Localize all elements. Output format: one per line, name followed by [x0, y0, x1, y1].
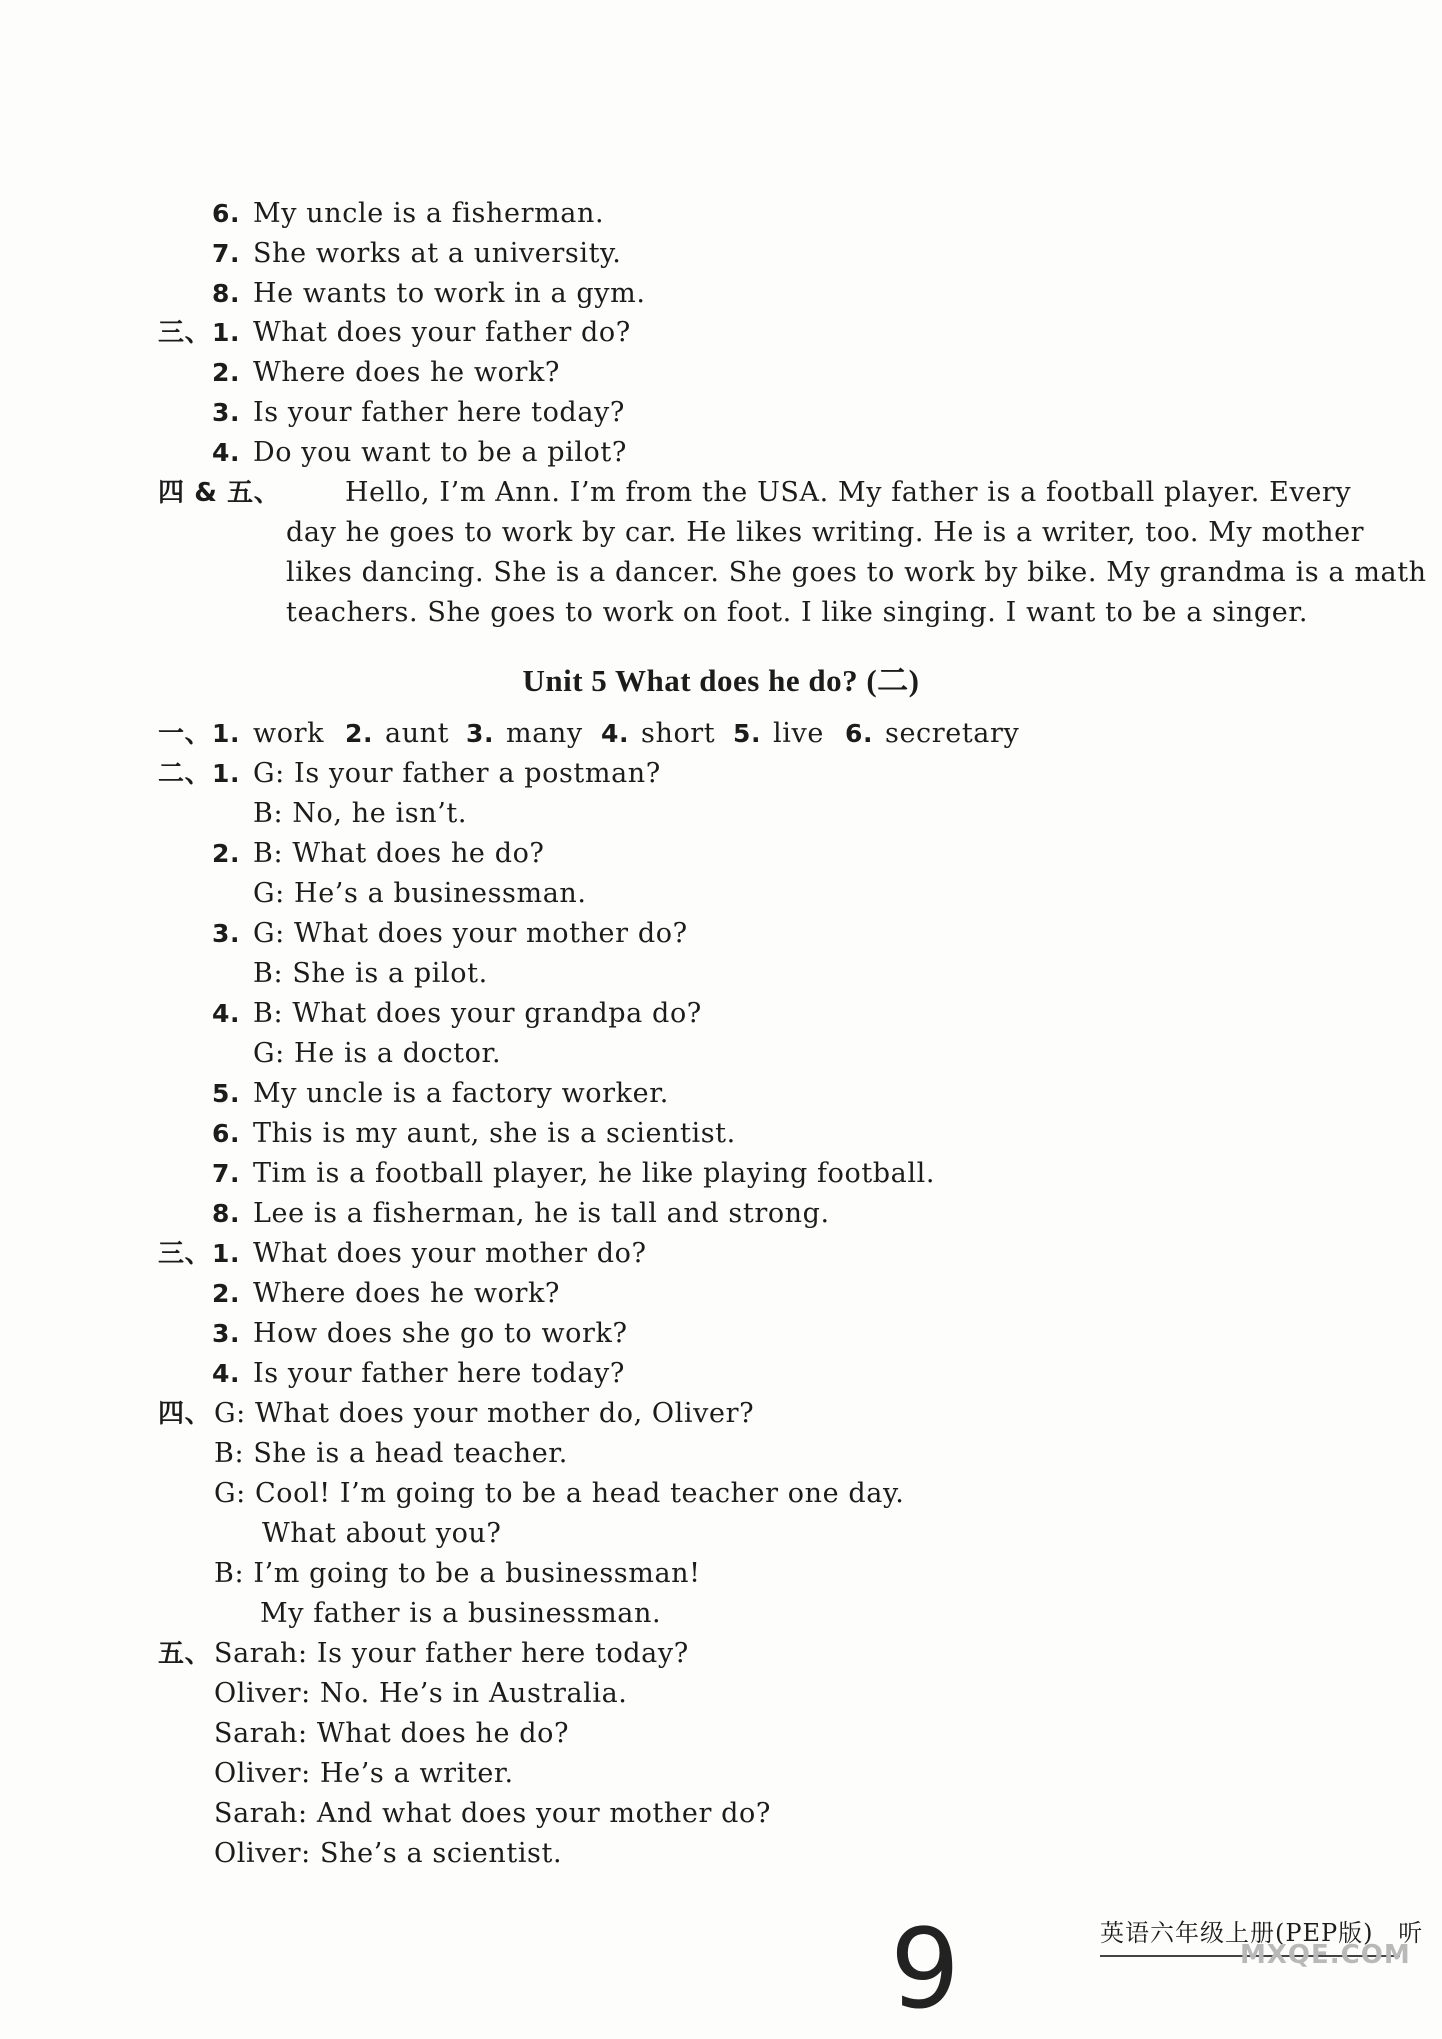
dialog-line: B: I’m going to be a businessman! — [214, 1558, 701, 1589]
item-text: Where does he work? — [253, 1278, 561, 1309]
item-text: He wants to work in a gym. — [253, 278, 646, 309]
item-number: 3. — [212, 398, 241, 427]
item-text: work — [253, 718, 325, 749]
item-text: many — [506, 718, 583, 749]
item-text: G: He’s a businessman. — [253, 878, 587, 909]
footer-tail: 听 — [1398, 1919, 1424, 1947]
item-text: Is your father here today? — [253, 1358, 625, 1389]
dialog-line: My father is a businessman. — [260, 1598, 662, 1629]
section-label: 三、 — [158, 318, 212, 348]
item-text: This is my aunt, she is a scientist. — [253, 1118, 736, 1149]
item-number: 5. — [733, 719, 762, 748]
item-text: Tim is a football player, he like playing football. — [253, 1158, 936, 1189]
item-number: 2. — [345, 719, 374, 748]
dialog-line: Oliver: She’s a scientist. — [214, 1838, 563, 1869]
section-label: 三、 — [158, 1239, 212, 1269]
item-number: 3. — [212, 919, 241, 948]
item-number: 4. — [212, 438, 241, 467]
item-text: She works at a university. — [253, 238, 622, 269]
item-number: 1. — [212, 318, 241, 347]
item-number: 5. — [212, 1079, 241, 1108]
dialog-line: Sarah: And what does your mother do? — [214, 1798, 771, 1829]
item-number: 4. — [601, 719, 630, 748]
paragraph-line: teachers. She goes to work on foot. I like singing. I want to be a singer. — [286, 597, 1309, 628]
item-number: 6. — [212, 199, 241, 228]
section-label: 四 & 五、 — [158, 478, 281, 508]
item-text: G: He is a doctor. — [253, 1038, 502, 1069]
item-text: B: She is a pilot. — [253, 958, 488, 989]
item-number: 7. — [212, 239, 241, 268]
item-text: Is your father here today? — [253, 397, 625, 428]
item-number: 8. — [212, 279, 241, 308]
item-number: 8. — [212, 1199, 241, 1228]
item-text: short — [641, 718, 716, 749]
item-text: My uncle is a fisherman. — [253, 198, 605, 229]
dialog-line: G: Cool! I’m going to be a head teacher one day. — [214, 1478, 905, 1509]
watermark: MXQE.COM — [1240, 1940, 1411, 1970]
item-number: 3. — [466, 719, 495, 748]
section-label: 一、 — [158, 719, 212, 749]
item-number: 7. — [212, 1159, 241, 1188]
item-text: Where does he work? — [253, 357, 561, 388]
item-number: 2. — [212, 839, 241, 868]
item-number: 1. — [212, 759, 241, 788]
item-text: G: What does your mother do? — [253, 918, 688, 949]
item-text: secretary — [885, 718, 1020, 749]
item-text: live — [773, 718, 824, 749]
item-number: 3. — [212, 1319, 241, 1348]
item-number: 2. — [212, 358, 241, 387]
dialog-line: Oliver: He’s a writer. — [214, 1758, 514, 1789]
item-text: B: What does your grandpa do? — [253, 998, 702, 1029]
section-label: 四、 — [158, 1399, 212, 1429]
item-number: 1. — [212, 719, 241, 748]
item-number: 1. — [212, 1239, 241, 1268]
item-text: aunt — [385, 718, 450, 749]
dialog-line: G: What does your mother do, Oliver? — [214, 1398, 755, 1429]
dialog-line: Oliver: No. He’s in Australia. — [214, 1678, 628, 1709]
dialog-line: Sarah: What does he do? — [214, 1718, 570, 1749]
item-text: G: Is your father a postman? — [253, 758, 661, 789]
unit-title: Unit 5 What does he do? (二) — [522, 663, 920, 698]
item-text: B: No, he isn’t. — [253, 798, 468, 829]
paragraph-line: Hello, I’m Ann. I’m from the USA. My father is a football player. Every — [345, 477, 1352, 508]
handwritten-page-mark: 9 — [890, 1905, 960, 2033]
item-text: Do you want to be a pilot? — [253, 437, 627, 468]
item-number: 2. — [212, 1279, 241, 1308]
dialog-line: Sarah: Is your father here today? — [214, 1638, 689, 1669]
paragraph-line: day he goes to work by car. He likes writing. He is a writer, too. My mother — [286, 517, 1365, 548]
item-text: What does your mother do? — [253, 1238, 647, 1269]
item-number: 4. — [212, 1359, 241, 1388]
section-label: 二、 — [158, 759, 212, 789]
book-title: 英语六年级上册(PEP版) — [1100, 1919, 1374, 1947]
paragraph-line: likes dancing. She is a dancer. She goes to work by bike. My grandma is a math — [286, 557, 1427, 588]
item-number: 6. — [845, 719, 874, 748]
item-text: How does she go to work? — [253, 1318, 628, 1349]
item-text: B: What does he do? — [253, 838, 545, 869]
item-number: 4. — [212, 999, 241, 1028]
section-label: 五、 — [158, 1639, 212, 1669]
dialog-line: What about you? — [262, 1518, 502, 1549]
item-text: What does your father do? — [253, 317, 631, 348]
dialog-line: B: She is a head teacher. — [214, 1438, 568, 1469]
item-number: 6. — [212, 1119, 241, 1148]
item-text: My uncle is a factory worker. — [253, 1078, 669, 1109]
item-text: Lee is a fisherman, he is tall and strong. — [253, 1198, 830, 1229]
